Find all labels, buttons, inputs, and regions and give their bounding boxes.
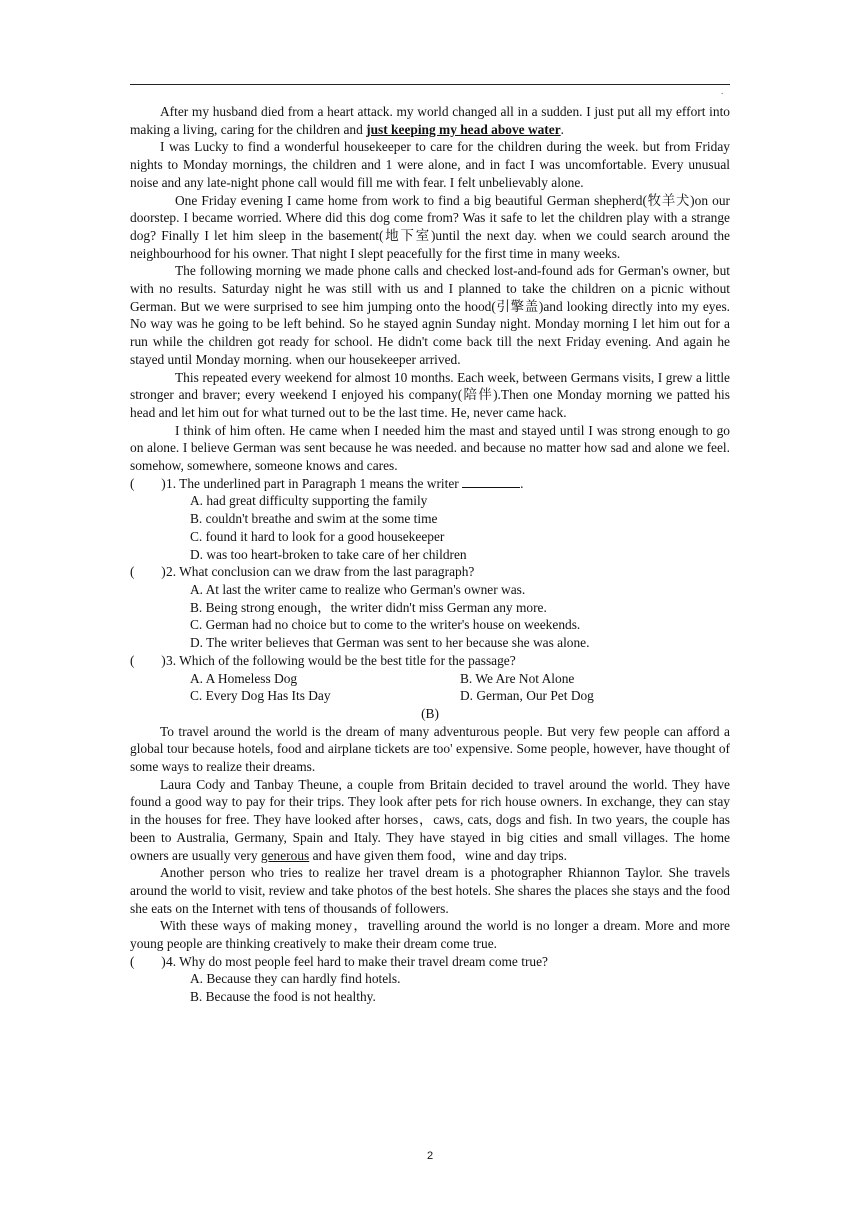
answer-blank[interactable]: ( ) xyxy=(130,475,166,491)
question-text: 2. What conclusion can we draw from the last paragraph? xyxy=(166,564,475,580)
options-row-3cd xyxy=(130,687,730,705)
option-1d: D. was too heart-broken to take care of her children xyxy=(190,546,467,562)
underlined-phrase: just keeping my head above water xyxy=(366,121,561,137)
header-rule xyxy=(130,84,730,85)
question-1: ( ) 1. The underlined part in Paragraph 1 means the writer . xyxy=(130,475,524,491)
passage-a-paragraph-3: One Friday evening I came home from work to find a big beautiful German shepherd(牧羊犬)on our doorstep. I became worried. Where did this dog come from? Was it safe to let the children play with a strange dog? Finally I let him sleep in the basement(地下室)until the next day. when we could search around the neighbourhood for his owner. That night I slept peacefully for the first time in many weeks. xyxy=(130,192,730,261)
passage-a-paragraph-6: I think of him often. He came when I needed him the mast and stayed until I was strong enough to go on alone. I believe German was sent because he was needed. and because no matter how sad and alone we feel. somehow, somewhere, someone knows and cares. xyxy=(130,422,730,474)
option-4b: B. Because the food is not healthy. xyxy=(190,989,376,1005)
option-1a: A. had great difficulty supporting the family xyxy=(190,493,428,509)
passage-a-paragraph-2: I was Lucky to find a wonderful housekeeper to care for the children during the week. but from Friday nights to Monday mornings, the children and 1 were alone, and in fact I was uncomfortable. Every unusual noise and any late-night phone call would fill me with fear. I felt unbelievably alone. xyxy=(130,139,730,190)
option-4a: A. Because they can hardly find hotels. xyxy=(190,971,401,987)
option-3b: B. We Are Not Alone xyxy=(460,670,575,686)
option-1b: B. couldn't breathe and swim at the some time xyxy=(190,511,438,527)
passage-b-paragraph-2: Laura Cody and Tanbay Theune, a couple from Britain decided to travel around the world. They have found a good way to pay for their trips. They look after pets for rich house owners. In exchange, they can stay in the houses for free. They have looked after horses，caws, cats, dogs and fish. In two years, the couple has been to Australia, Germany, Spain and Italy. They have stayed in big cities and small villages. The home owners are usually very generous and have given them food，wine and day trips. xyxy=(130,776,730,863)
option-1c: C. found it hard to look for a good housekeeper xyxy=(190,528,445,544)
passage-b-paragraph-4: With these ways of making money，travelling around the world is no longer a dream. More and more young people are thinking creatively to make their dream come true. xyxy=(130,918,730,952)
passage-b-paragraph-3: Another person who tries to realize her travel dream is a photographer Rhiannon Taylor. She travels around the world to visit, review and take photos of the best hotels. She shares the places she stays and the food she eats on the Internet with tens of thousands of followers. xyxy=(130,865,730,916)
question-text: 4. Why do most people feel hard to make their travel dream come true? xyxy=(166,953,548,969)
option-3c: C. Every Dog Has Its Day xyxy=(190,688,331,704)
option-2c: C. German had no choice but to come to the writer's house on weekends. xyxy=(190,617,581,633)
option-3a: A. A Homeless Dog xyxy=(190,670,298,686)
header-mark: . xyxy=(721,86,724,96)
passage-a-paragraph-1: After my husband died from a heart attack. my world changed all in a sudden. I just put all my effort into making a living, caring for the children and just keeping my head above water. xyxy=(130,104,730,137)
page-content xyxy=(130,103,730,1006)
option-2a: A. At last the writer came to realize who German's owner was. xyxy=(190,581,526,597)
question-3 xyxy=(130,652,730,670)
option-2b: B. Being strong enough，the writer didn't miss German any more. xyxy=(190,599,547,615)
answer-blank[interactable]: ( ) xyxy=(130,953,166,969)
option-3d: D. German, Our Pet Dog xyxy=(460,688,594,704)
question-text: 3. Which of the following would be the best title for the passage? xyxy=(166,652,516,668)
page-number: 2 xyxy=(426,1150,434,1162)
question-4 xyxy=(130,953,730,971)
fill-blank xyxy=(462,475,520,488)
passage-b-paragraph-1: To travel around the world is the dream of many adventurous people. But very few people can afford a global tour because hotels, food and airplane tickets are too' expensive. Some people, however, have thought of some ways to realize their dreams. xyxy=(130,723,730,775)
question-text: 1. The underlined part in Paragraph 1 means the writer xyxy=(166,475,463,491)
answer-blank[interactable]: ( ) xyxy=(130,564,166,580)
option-2d: D. The writer believes that German was sent to her because she was alone. xyxy=(190,635,590,651)
passage-a-paragraph-5: This repeated every weekend for almost 10 months. Each week, between Germans visits, I grew a little stronger and braver; every weekend I enjoyed his company(陪伴).Then one Monday morning we patted his head and let him out for what turned out to be the last time. He, never came hack. xyxy=(130,369,730,420)
underlined-word: generous xyxy=(260,847,310,863)
passage-a-paragraph-4: The following morning we made phone calls and checked lost-and-found ads for German's owner, but with no results. Saturday night he was still with us and I planned to take the children on a picnic without German. But we were surprised to see him jumping onto the hood(引擎盖)and looking directly into my eyes. No way was he going to be left behind. So he stayed agnin Sunday night. Monday morning I let him out for a run while the children got ready for school. He didn't come back till the next Friday evening. And again he stayed until Monday morning. when our housekeeper arrived. xyxy=(130,263,730,367)
question-2 xyxy=(130,563,730,581)
section-b-title: (B) xyxy=(421,705,439,721)
answer-blank[interactable]: ( ) xyxy=(130,652,166,668)
options-row-3ab xyxy=(130,670,730,688)
